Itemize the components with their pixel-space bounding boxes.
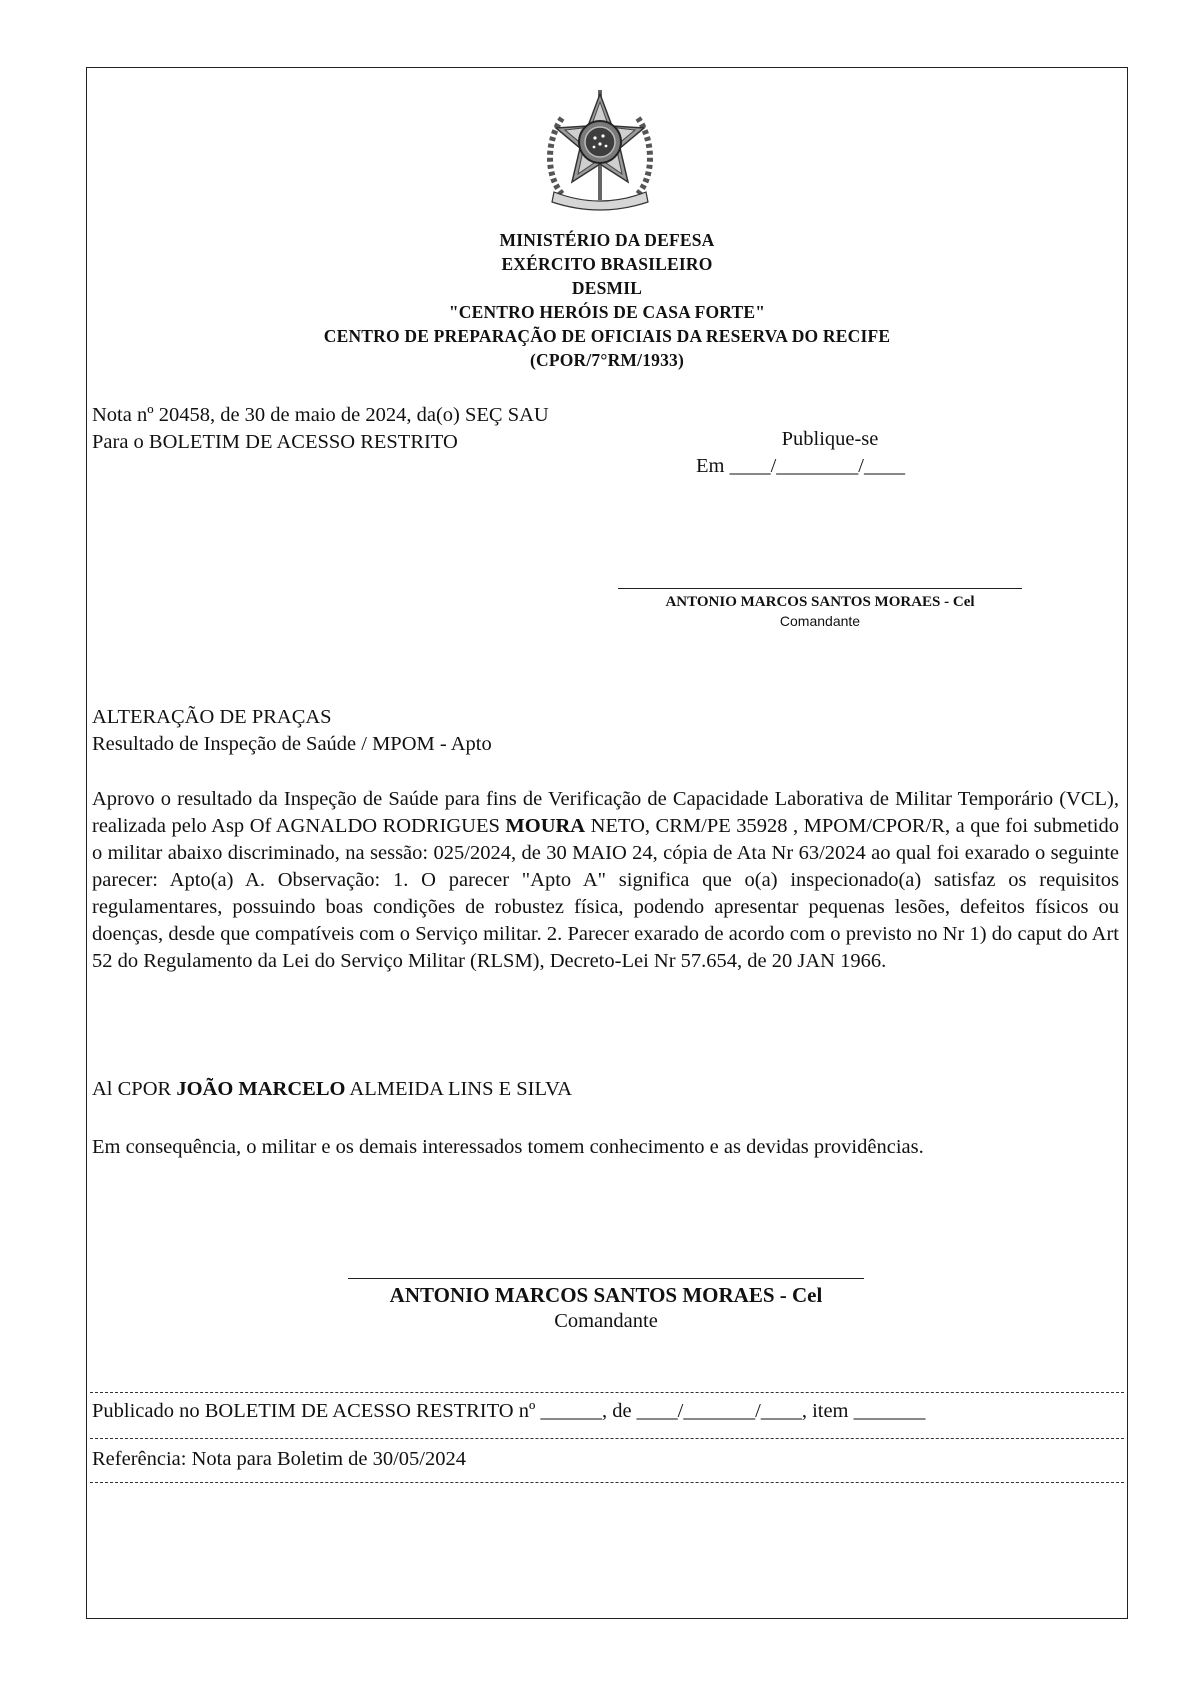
note-destination: Para o BOLETIM DE ACESSO RESTRITO <box>92 431 458 453</box>
signer-name: ANTONIO MARCOS SANTOS MORAES - Cel <box>665 594 975 610</box>
section-heading <box>92 704 492 758</box>
note-header <box>92 402 549 456</box>
reference-line: Referência: Nota para Boletim de 30/05/2024 <box>92 1448 467 1470</box>
paragraph-bold-name: MOURA <box>505 815 586 837</box>
paragraph-text-2: NETO, CRM/PE 35928 , MPOM/CPOR/R, a que foi submetido o militar abaixo discriminado, na sessão: 025/2024, de 30 MAIO 24, cópia de Ata Nr 63/2024 ao qual foi exarado o seguinte parecer: Apto(a) A. Observação: 1. O parecer "Apto A" significa que o(a) inspecionado(a) satisfaz os requisitos regulamentares, possuindo boas condições de robustez física, podendo apresentar pequenas lesões, defeitos físicos ou doenças, desde que compatíveis com o Serviço militar. 2. Parecer exarado de acordo com o previsto no Nr 1) do caput do Art 52 do Regulamento da Lei do Serviço Militar (RLSM), Decreto-Lei Nr 57.654, de 20 JAN 1966. <box>92 815 1119 972</box>
header-army: EXÉRCITO BRASILEIRO <box>501 254 713 274</box>
cadet-bold-name: JOÃO MARCELO <box>176 1078 346 1100</box>
signature-line <box>618 588 1022 589</box>
institution-header <box>86 228 1128 372</box>
publication-line: Publicado no BOLETIM DE ACESSO RESTRITO nº ______, de ____/_______/____, item _______ <box>92 1400 926 1422</box>
header-center-name: "CENTRO HERÓIS DE CASA FORTE" <box>448 302 766 322</box>
approval-paragraph <box>92 786 1119 975</box>
dashed-divider <box>90 1482 1124 1483</box>
closing-statement: Em consequência, o militar e os demais interessados tomem conhecimento e as devidas providências. <box>92 1136 924 1158</box>
signature-block-main <box>348 1278 864 1334</box>
cadet-line <box>92 1076 572 1103</box>
header-ministry: MINISTÉRIO DA DEFESA <box>499 230 715 250</box>
signer-role: Comandante <box>779 613 861 629</box>
header-cpor-code: (CPOR/7°RM/1933) <box>529 350 685 370</box>
signature-line <box>348 1278 864 1279</box>
publish-label: Publique-se <box>781 428 879 450</box>
header-cpor-full: CENTRO DE PREPARAÇÃO DE OFICIAIS DA RESERVA DO RECIFE <box>323 326 891 346</box>
section-subtitle: Resultado de Inspeção de Saúde / MPOM - Apto <box>92 733 492 755</box>
cadet-prefix: Al CPOR <box>92 1078 177 1100</box>
header-desmil: DESMIL <box>571 278 643 298</box>
publish-date-blank: Em ____/________/____ <box>696 455 905 477</box>
note-number: Nota nº 20458, de 30 de maio de 2024, da(o) SEÇ SAU <box>92 404 549 426</box>
dashed-divider <box>90 1438 1124 1439</box>
section-title: ALTERAÇÃO DE PRAÇAS <box>92 706 332 728</box>
publish-block <box>680 426 980 480</box>
coat-of-arms-emblem <box>540 86 660 216</box>
cadet-surname: ALMEIDA LINS E SILVA <box>345 1078 573 1100</box>
signer-role: Comandante <box>554 1310 658 1332</box>
signature-block-small <box>618 588 1022 630</box>
dashed-divider <box>90 1392 1124 1393</box>
signer-name: ANTONIO MARCOS SANTOS MORAES - Cel <box>389 1283 823 1307</box>
paragraph-text-1: Aprovo o resultado da Inspeção de Saúde para fins de Verificação de Capacidade Laborativa de Militar Temporário (VCL), realizada pelo Asp Of AGNALDO RODRIGUES <box>92 788 1119 837</box>
